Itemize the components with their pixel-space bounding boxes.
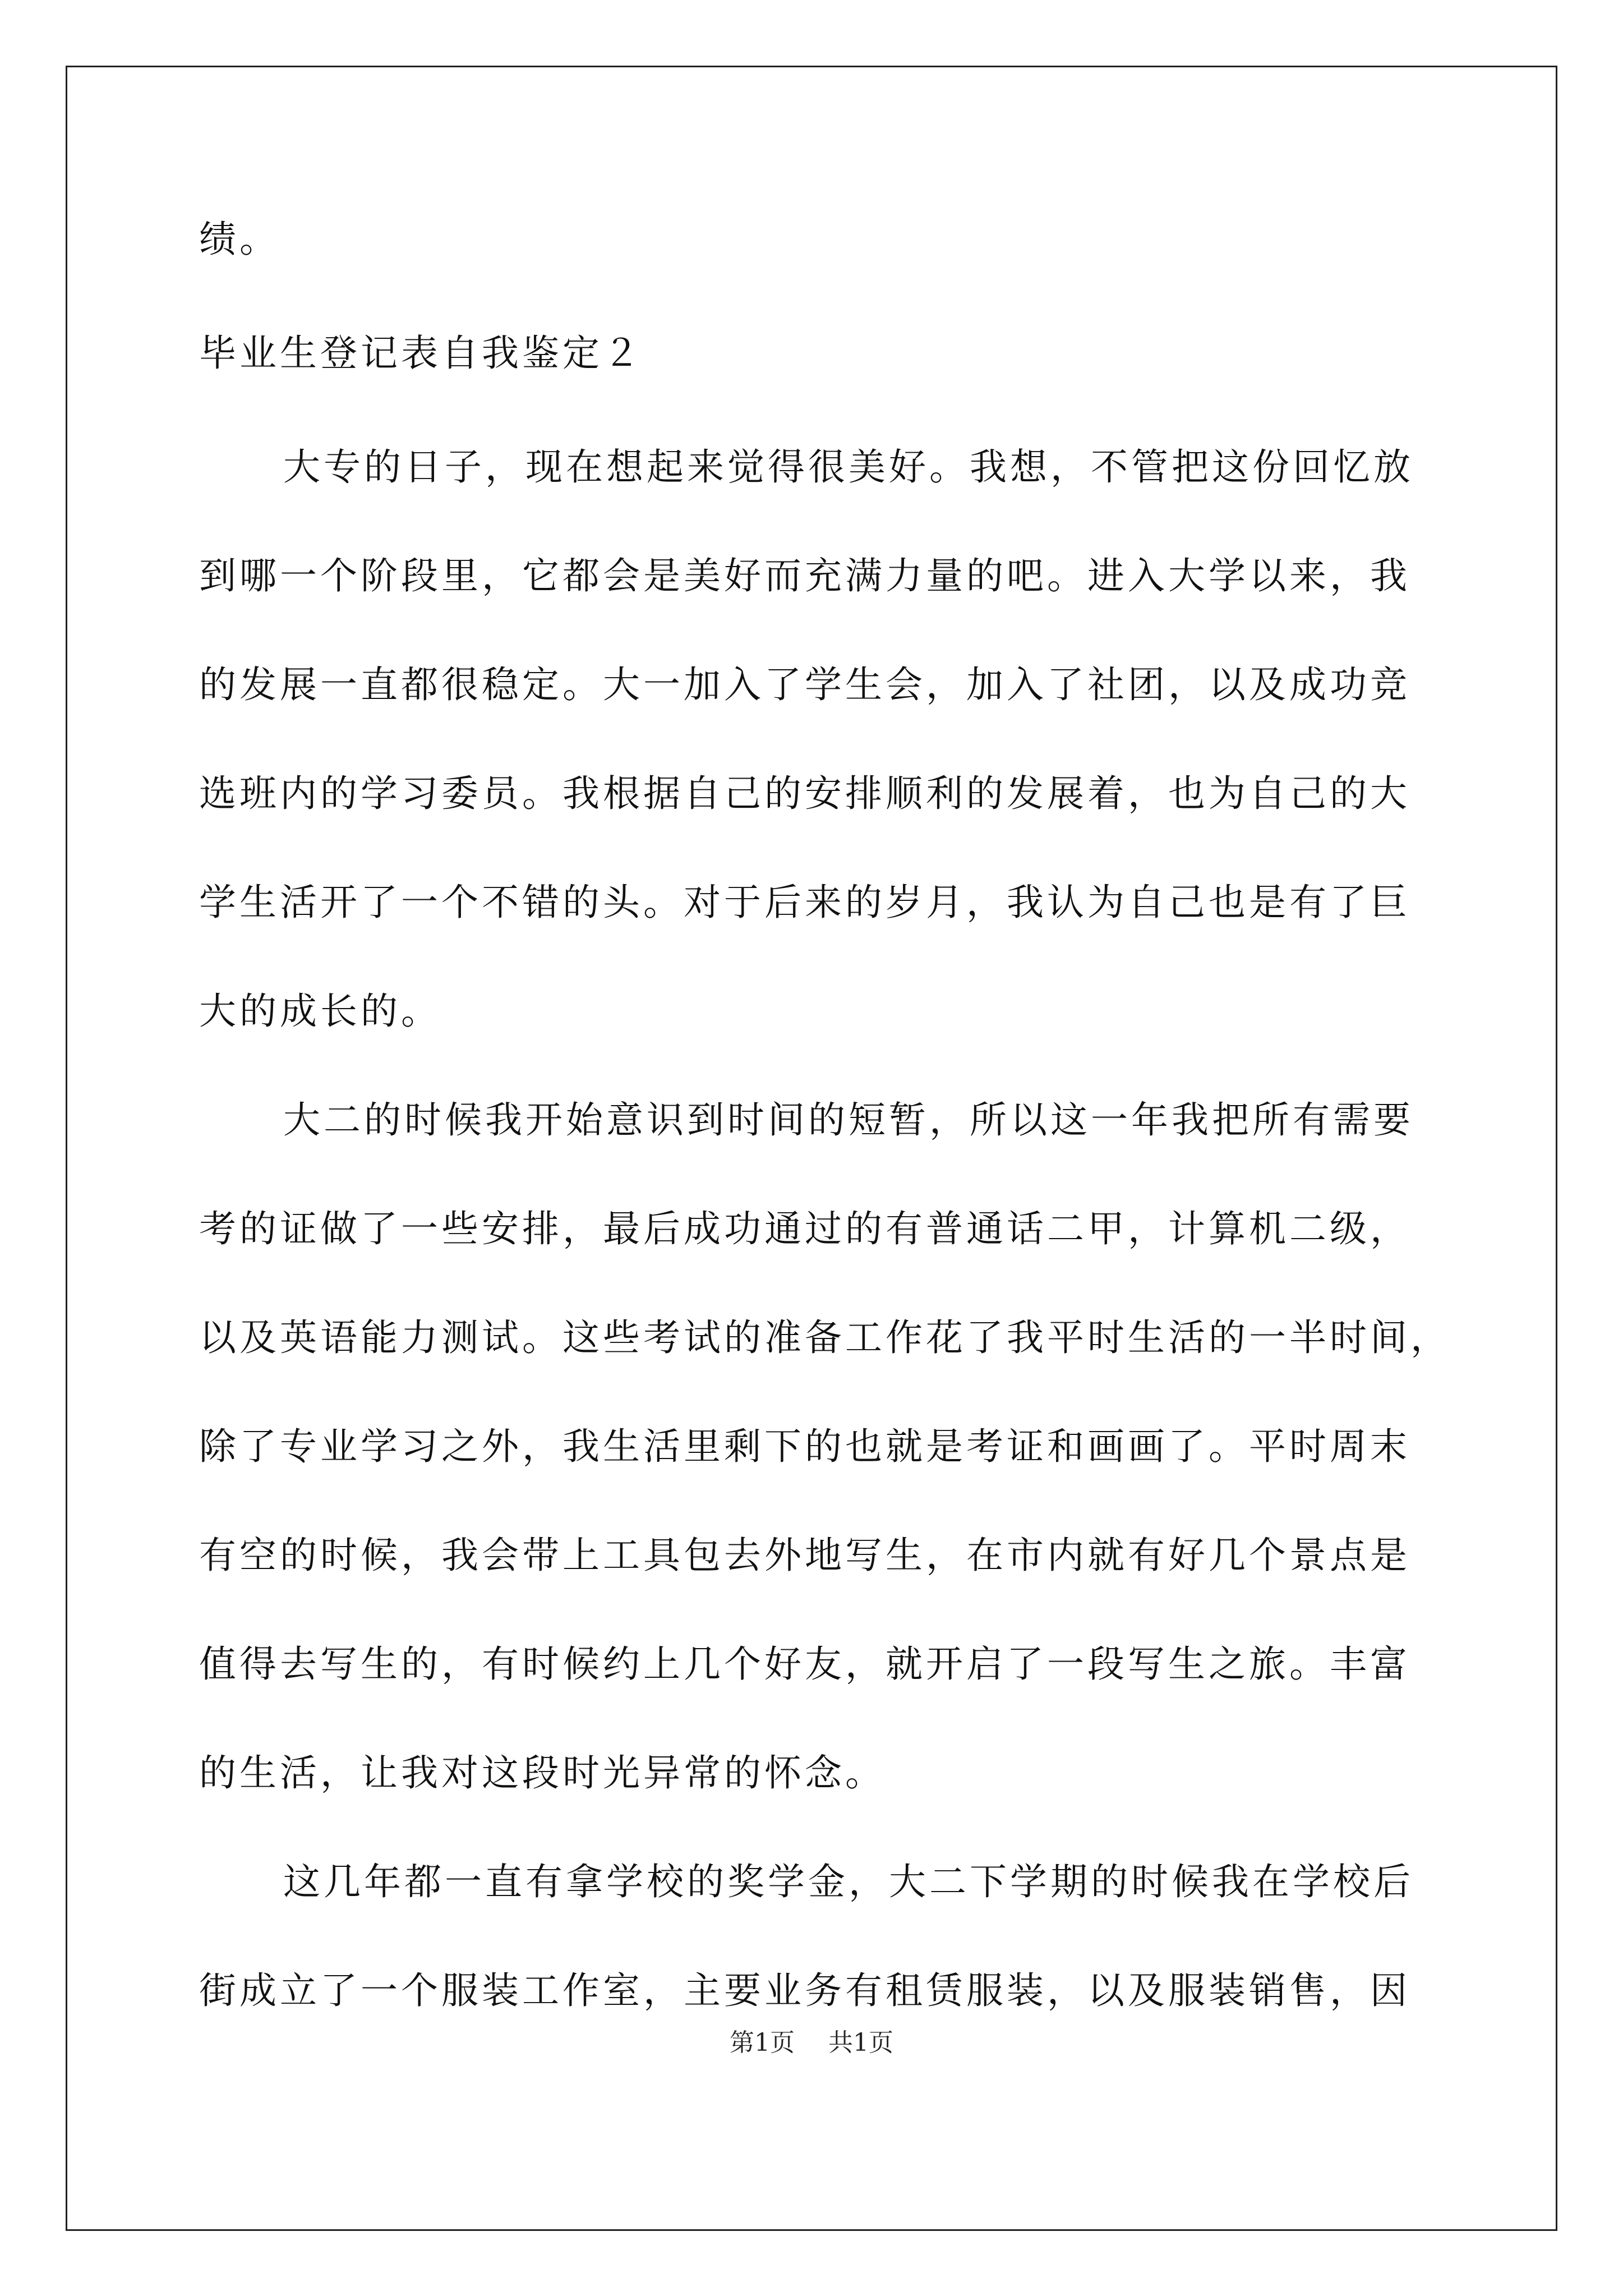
paragraph-line: 选班内的学习委员。我根据自己的安排顺利的发展着，也为自己的大 xyxy=(199,772,1410,815)
page-footer xyxy=(0,2022,1623,2058)
paragraph-line: 有空的时候，我会带上工具包去外地写生，在市内就有好几个景点是 xyxy=(199,1534,1410,1577)
page-number: 第1页 xyxy=(730,2028,795,2057)
paragraph-line: 大专的日子，现在想起来觉得很美好。我想，不管把这份回忆放 xyxy=(283,445,1414,489)
section-heading: 毕业生登记表自我鉴定２ xyxy=(199,332,643,375)
paragraph-line: 除了专业学习之外，我生活里剩下的也就是考证和画画了。平时周末 xyxy=(199,1425,1410,1468)
page-total: 共1页 xyxy=(828,2028,893,2057)
paragraph-line: 到哪一个阶段里，它都会是美好而充满力量的吧。进入大学以来，我 xyxy=(199,554,1410,597)
paragraph-line: 值得去写生的，有时候约上几个好友，就开启了一段写生之旅。丰富 xyxy=(199,1642,1410,1686)
paragraph-line: 的生活，让我对这段时光异常的怀念。 xyxy=(199,1751,886,1795)
text-line: 绩。 xyxy=(199,218,280,261)
document-body xyxy=(199,185,1451,2045)
paragraph-line: 考的证做了一些安排，最后成功通过的有普通话二甲，计算机二级， xyxy=(199,1207,1410,1250)
paragraph-line: 街成立了一个服装工作室，主要业务有租赁服装，以及服装销售，因 xyxy=(199,1969,1410,2012)
paragraph-line: 以及英语能力测试。这些考试的准备工作花了我平时生活的一半时间， xyxy=(199,1316,1451,1359)
paragraph-line: 学生活开了一个不错的头。对于后来的岁月，我认为自己也是有了巨 xyxy=(199,881,1410,924)
paragraph-line: 大二的时候我开始意识到时间的短暂，所以这一年我把所有需要 xyxy=(283,1098,1414,1142)
paragraph-line: 这几年都一直有拿学校的奖学金，大二下学期的时候我在学校后 xyxy=(283,1860,1414,1903)
paragraph-line: 的发展一直都很稳定。大一加入了学生会，加入了社团，以及成功竞 xyxy=(199,663,1410,706)
paragraph-line: 大的成长的。 xyxy=(199,990,441,1033)
